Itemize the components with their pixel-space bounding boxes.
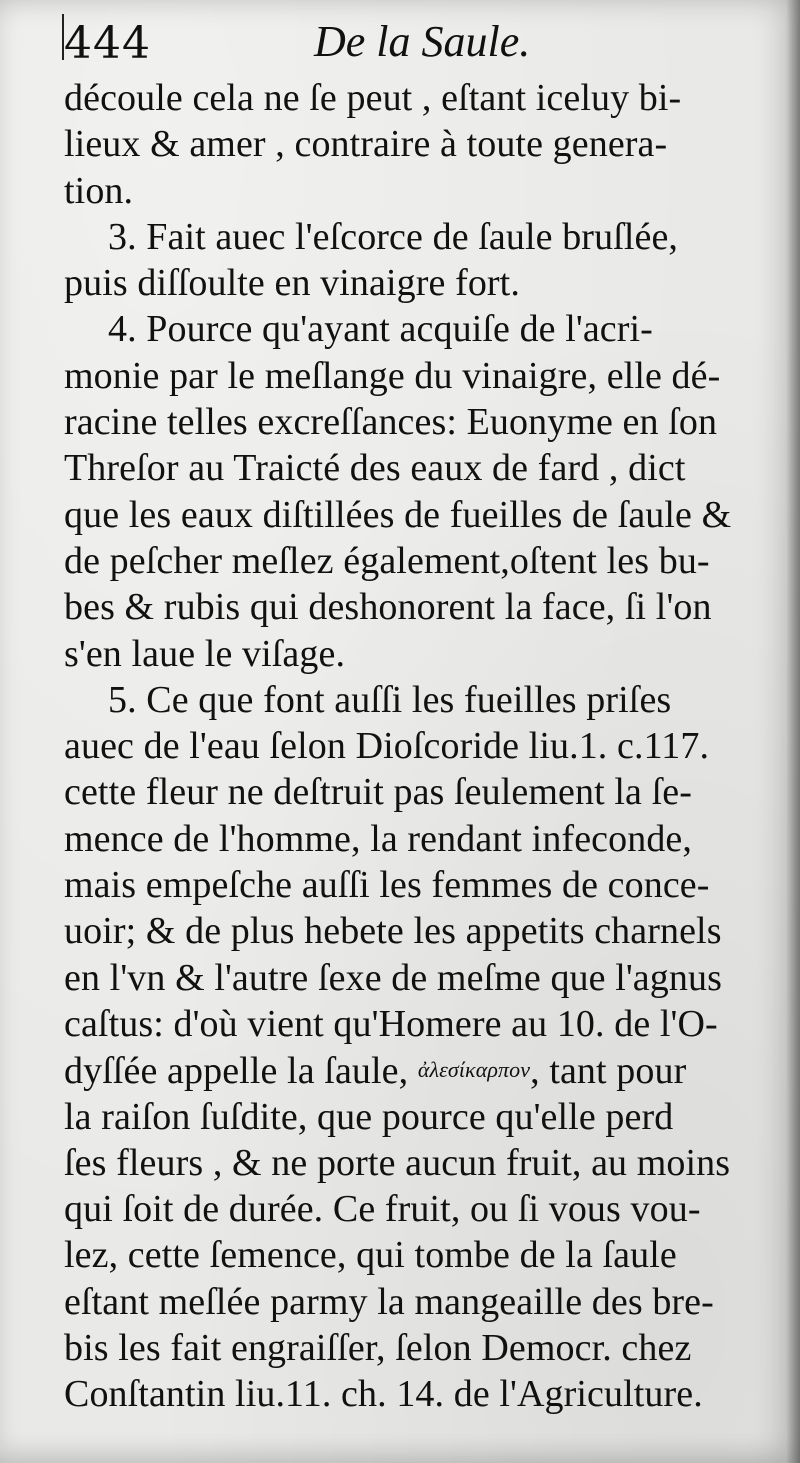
text-line: eſtant meſlée parmy la mangeaille des bre-: [64, 1280, 714, 1323]
text-line: Conſtantin liu.11. ch. 14. de l'Agriculture.: [64, 1373, 703, 1416]
text-line: racine telles excreſſances: Euonyme en ſon: [64, 401, 718, 444]
text-line: mence de l'homme, la rendant infeconde,: [64, 817, 692, 860]
text-line: bis les fait engraiſſer, ſelon Democr. chez: [64, 1327, 692, 1370]
text-line: cette fleur ne deſtruit pas ſeulement la ſe-: [64, 771, 692, 814]
text-line: lieux & amer , contraire à toute genera-: [64, 123, 668, 166]
text-line: que les eaux diſtillées de fueilles de ſaule &: [64, 493, 732, 536]
text-line: 4. Pource qu'ayant acquiſe de l'acri-: [108, 308, 653, 351]
text-line: Threſor au Traicté des eaux de fard , dict: [64, 447, 686, 490]
page-header: [64, 12, 764, 82]
text-line: 3. Fait auec l'eſcorce de ſaule bruſlée,: [108, 215, 679, 258]
text-line: ſes fleurs , & ne porte aucun fruit, au moins: [64, 1141, 731, 1184]
text-line: monie par le meſlange du vinaigre, elle dé-: [64, 354, 721, 397]
text-segment: tant pour: [549, 1050, 687, 1093]
text-line: caſtus: d'où vient qu'Homere au 10. de l'O-: [64, 1002, 718, 1045]
running-title: De la Saule.: [314, 17, 531, 66]
text-line: s'en laue le viſage.: [64, 632, 346, 675]
text-line: tion.: [64, 169, 134, 212]
text-line: 5. Ce que font auſſi les fueilles priſes: [108, 678, 672, 721]
text-line: puis diſſoulte en vinaigre fort.: [64, 262, 520, 305]
text-line: lez, cette ſemence, qui tombe de la ſaule: [64, 1234, 677, 1277]
text-line: qui ſoit de durée. Ce fruit, ou ſi vous vou-: [64, 1188, 701, 1231]
text-line: en l'vn & l'autre ſexe de meſme que l'agnus: [64, 956, 722, 999]
text-line: de peſcher meſlez également,oſtent les bu-: [64, 539, 710, 582]
greek-word: ἀλεσίκαρπον: [417, 1057, 531, 1083]
text-line: auec de l'eau ſelon Dioſcoride liu.1. c.117.: [64, 725, 710, 768]
text-line: bes & rubis qui deshonorent la face, ſi l'on: [64, 586, 712, 629]
text-segment: dyſſée appelle la ſaule,: [64, 1050, 409, 1093]
page-edge-shadow: [786, 0, 800, 1463]
text-line: la raiſon ſuſdite, que pource qu'elle perd: [64, 1095, 674, 1138]
page-number: 444: [64, 18, 151, 69]
text-line: découle cela ne ſe peut , eſtant iceluy bi-: [64, 77, 682, 119]
body-text: [64, 75, 776, 1418]
text-line: uoir; & de plus hebete les appetits charnels: [64, 910, 722, 953]
text-line: mais empeſche auſſi les femmes de conce-: [64, 864, 710, 907]
text-line: dyſſée appelle la ſaule, ἀλεσίκαρπον, tant pour: [64, 1050, 687, 1093]
